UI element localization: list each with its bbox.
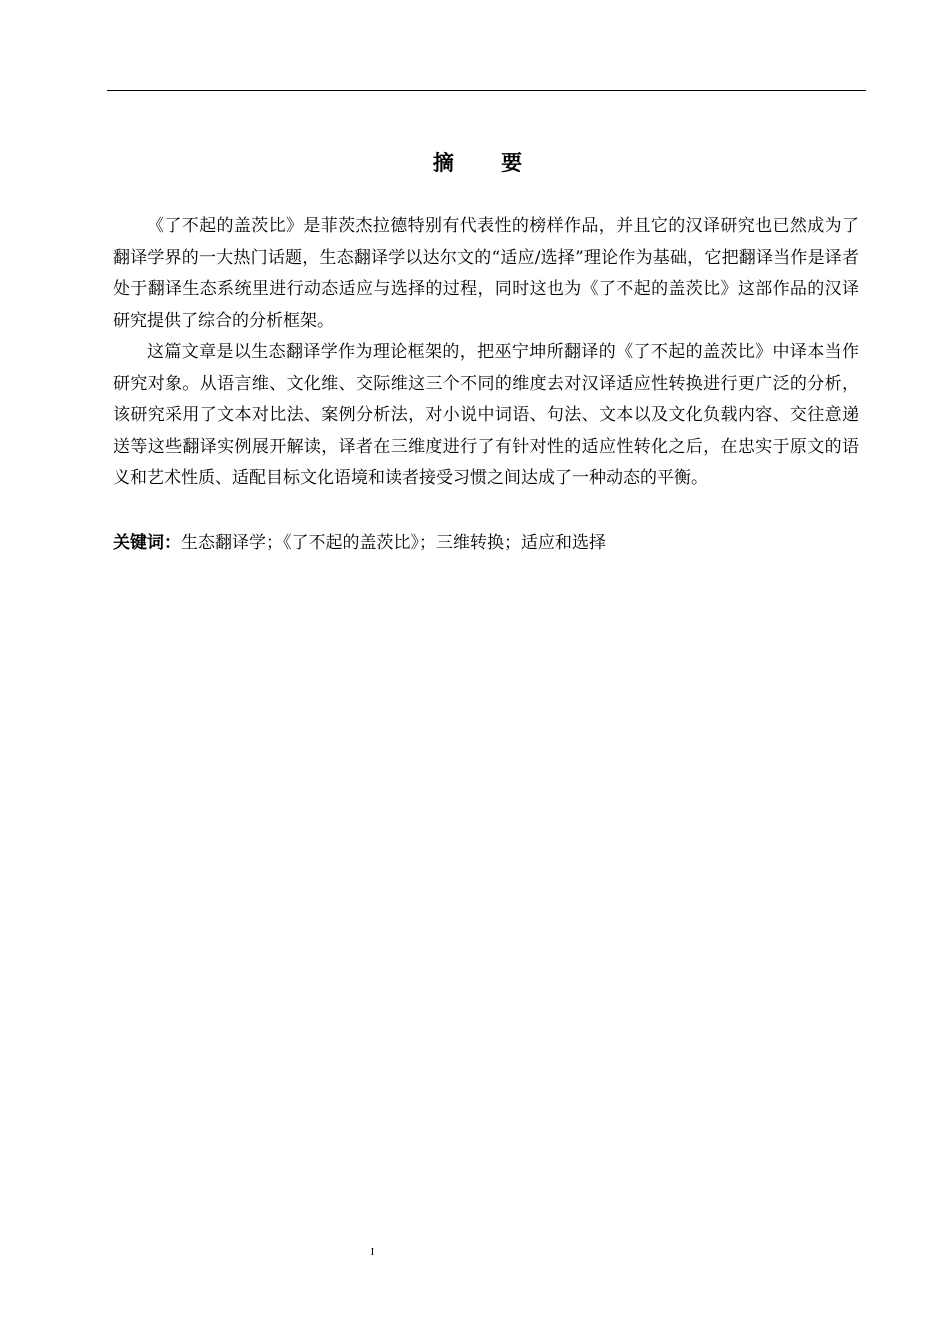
keywords-text: 生态翻译学；《了不起的盖茨比》；三维转换；适应和选择 (181, 533, 606, 553)
keywords-line (113, 528, 859, 560)
page-title: 摘 要 (432, 151, 543, 175)
abstract-paragraph: 《了不起的盖茨比》是菲茨杰拉德特别有代表性的榜样作品，并且它的汉译研究也已然成为了翻译学界的一大热门话题，生态翻译学以达尔文的“适应/选择”理论作为基础，它把翻译当作是译者处于翻译生态系统里进行动态适应与选择的过程，同时这也为《了不起的盖茨比》这部作品的汉译研究提供了综合的分析框架。 (113, 216, 859, 331)
abstract-paragraph: 这篇文章是以生态翻译学作为理论框架的，把巫宁坤所翻译的《了不起的盖茨比》中译本当作研究对象。从语言维、文化维、交际维这三个不同的维度去对汉译适应性转换进行更广泛的分析，该研究采用了文本对比法、案例分析法，对小说中词语、句法、文本以及文化负载内容、交往意递送等这些翻译实例展开解读，译者在三维度进行了有针对性的适应性转化之后，在忠实于原文的语义和艺术性质、适配目标文化语境和读者接受习惯之间达成了一种动态的平衡。 (113, 342, 859, 488)
abstract-body (113, 211, 859, 495)
page-number: I (370, 1246, 375, 1258)
header-rule (107, 90, 866, 91)
keywords-label: 关键词： (113, 533, 181, 553)
